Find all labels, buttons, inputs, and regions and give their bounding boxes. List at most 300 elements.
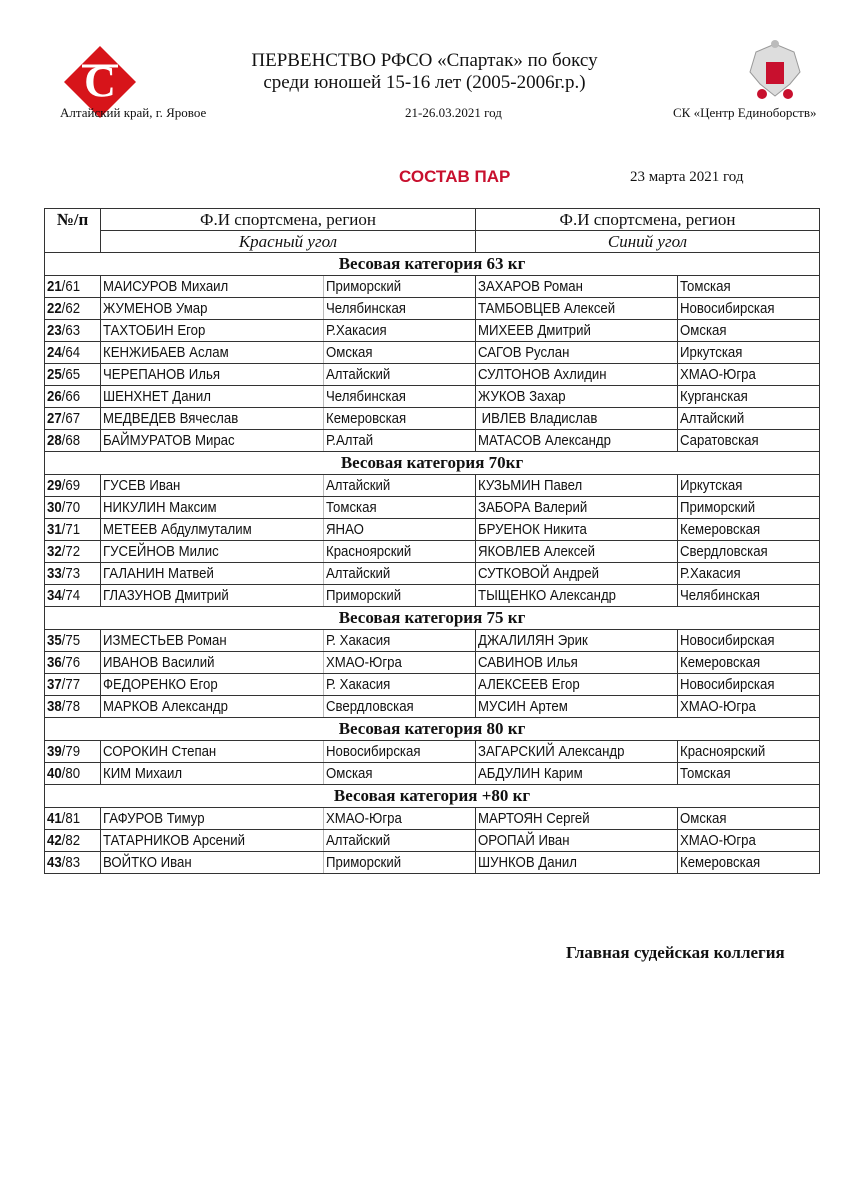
- red-athlete-region: [324, 674, 476, 696]
- blue-athlete-name: [476, 320, 678, 342]
- event-title-line2: среди юношей 15-16 лет (2005-2006г.р.): [263, 72, 586, 93]
- pair-row: [45, 741, 820, 763]
- pair-index: /77: [61, 676, 81, 693]
- pair-index: /83: [61, 854, 81, 871]
- pair-number: [45, 652, 101, 674]
- pair-row: [45, 830, 820, 852]
- pair-index: /62: [61, 300, 81, 317]
- bout-number: 35: [47, 632, 62, 649]
- blue-athlete-name: [476, 696, 678, 718]
- red-athlete-name-text: МЕДВЕДЕВ Вячеслав: [103, 410, 239, 427]
- red-athlete-name-text: КИМ Михаил: [103, 765, 183, 782]
- blue-athlete-region-text: Курганская: [680, 388, 748, 405]
- blue-athlete-region-text: Иркутская: [680, 344, 743, 361]
- pair-index: /70: [61, 499, 81, 516]
- blue-athlete-region-text: ХМАО-Югра: [680, 698, 756, 715]
- pair-number: [45, 430, 101, 452]
- blue-athlete-region-text: Томская: [680, 278, 731, 295]
- bout-number: 26: [47, 388, 62, 405]
- red-athlete-name-text: ЖУМЕНОВ Умар: [103, 300, 208, 317]
- bout-number: 39: [47, 743, 62, 760]
- blue-athlete-region-text: Р.Хакасия: [680, 565, 741, 582]
- bout-number: 41: [47, 810, 62, 827]
- blue-athlete-name: [476, 298, 678, 320]
- red-athlete-region-text: Омская: [326, 765, 373, 782]
- pair-index: /64: [61, 344, 81, 361]
- pair-row: [45, 475, 820, 497]
- event-organizer: СК «Центр Единоборств»: [673, 105, 817, 120]
- pair-index: /75: [61, 632, 81, 649]
- pair-index: /76: [61, 654, 81, 671]
- blue-athlete-name: [476, 430, 678, 452]
- pair-number: [45, 298, 101, 320]
- table-corner-row: [45, 231, 820, 253]
- pair-index: /79: [61, 743, 81, 760]
- pair-number: [45, 364, 101, 386]
- pair-number: [45, 585, 101, 607]
- blue-athlete-name: [476, 497, 678, 519]
- pair-number: [45, 741, 101, 763]
- pair-row: [45, 541, 820, 563]
- red-athlete-name: [101, 276, 324, 298]
- blue-athlete-region: [678, 674, 820, 696]
- pair-number: [45, 342, 101, 364]
- blue-athlete-name-text: ЗАХАРОВ Роман: [478, 278, 583, 295]
- red-athlete-name: [101, 475, 324, 497]
- red-athlete-name: [101, 364, 324, 386]
- red-athlete-region: [324, 342, 476, 364]
- weight-category-row: [45, 785, 820, 808]
- red-athlete-name-text: ШЕНХНЕТ Данил: [103, 388, 211, 405]
- red-athlete-region-text: Свердловская: [326, 698, 414, 715]
- red-athlete-name-text: ИВАНОВ Василий: [103, 654, 215, 671]
- red-athlete-name-text: ЧЕРЕПАНОВ Илья: [103, 366, 220, 383]
- bout-number: 36: [47, 654, 62, 671]
- blue-athlete-region: [678, 475, 820, 497]
- red-athlete-region: [324, 741, 476, 763]
- red-athlete-name-text: НИКУЛИН Максим: [103, 499, 217, 516]
- red-athlete-region-text: Приморский: [326, 854, 402, 871]
- bout-number: 25: [47, 366, 62, 383]
- pair-number: [45, 320, 101, 342]
- blue-athlete-name-text: ОРОПАЙ Иван: [478, 832, 570, 849]
- blue-athlete-region-text: Иркутская: [680, 477, 743, 494]
- blue-athlete-region: [678, 342, 820, 364]
- bout-number: 30: [47, 499, 62, 516]
- pair-number: [45, 408, 101, 430]
- red-athlete-name-text: ТАХТОБИН Егор: [103, 322, 206, 339]
- blue-athlete-region-text: Кемеровская: [680, 521, 761, 538]
- bout-number: 34: [47, 587, 62, 604]
- red-athlete-region-text: Алтайский: [326, 832, 391, 849]
- red-athlete-name: [101, 830, 324, 852]
- pair-index: /65: [61, 366, 81, 383]
- blue-athlete-name: [476, 364, 678, 386]
- red-athlete-name: [101, 408, 324, 430]
- blue-athlete-region-text: Новосибирская: [680, 632, 775, 649]
- bout-number: 28: [47, 432, 62, 449]
- blue-corner-label: Синий угол: [476, 231, 820, 253]
- pair-index: /67: [61, 410, 81, 427]
- blue-athlete-name-text: ТАМБОВЦЕВ Алексей: [478, 300, 616, 317]
- blue-athlete-region: [678, 430, 820, 452]
- judges-signature: Главная судейская коллегия: [566, 943, 785, 962]
- blue-athlete-name-text: МИХЕЕВ Дмитрий: [478, 322, 591, 339]
- pair-index: /66: [61, 388, 81, 405]
- red-athlete-region: [324, 386, 476, 408]
- bout-number: 21: [47, 278, 62, 295]
- blue-athlete-region: [678, 364, 820, 386]
- red-athlete-region-text: Алтайский: [326, 565, 391, 582]
- red-athlete-name-text: СОРОКИН Степан: [103, 743, 217, 760]
- pair-index: /72: [61, 543, 81, 560]
- bout-number: 23: [47, 322, 62, 339]
- blue-athlete-region: [678, 541, 820, 563]
- event-dates: 21-26.03.2021 год: [405, 105, 502, 120]
- column-red-athlete-header: Ф.И спортсмена, регион: [101, 209, 476, 231]
- bout-number: 31: [47, 521, 62, 538]
- red-athlete-region-text: Новосибирская: [326, 743, 421, 760]
- red-athlete-region-text: Приморский: [326, 278, 402, 295]
- pair-row: [45, 298, 820, 320]
- blue-athlete-region-text: Новосибирская: [680, 300, 775, 317]
- pair-number: [45, 763, 101, 785]
- blue-athlete-name-text: ЖУКОВ Захар: [478, 388, 566, 405]
- pair-index: /73: [61, 565, 81, 582]
- red-athlete-name-text: МАРКОВ Александр: [103, 698, 228, 715]
- blue-athlete-region: [678, 585, 820, 607]
- blue-athlete-name: [476, 808, 678, 830]
- red-athlete-region: [324, 763, 476, 785]
- red-athlete-name-text: МЕТЕЕВ Абдулмуталим: [103, 521, 252, 538]
- blue-athlete-name-text: САВИНОВ Илья: [478, 654, 578, 671]
- red-athlete-region: [324, 852, 476, 874]
- red-athlete-name-text: ГУСЕВ Иван: [103, 477, 181, 494]
- pair-number: [45, 830, 101, 852]
- pair-number: [45, 276, 101, 298]
- red-athlete-region-text: Р. Хакасия: [326, 676, 391, 693]
- table-header-row: [45, 209, 820, 231]
- weight-category-row: [45, 718, 820, 741]
- red-athlete-region: [324, 541, 476, 563]
- red-athlete-name-text: ГАФУРОВ Тимур: [103, 810, 205, 827]
- pair-row: [45, 430, 820, 452]
- blue-athlete-region: [678, 298, 820, 320]
- red-athlete-name: [101, 696, 324, 718]
- blue-athlete-region-text: Приморский: [680, 499, 756, 516]
- weight-category-row: [45, 607, 820, 630]
- pair-number: [45, 519, 101, 541]
- blue-athlete-region: [678, 852, 820, 874]
- pair-row: [45, 497, 820, 519]
- weight-category-title: Весовая категория 63 кг: [45, 253, 820, 276]
- document-date: 23 марта 2021 год: [630, 169, 744, 185]
- pair-row: [45, 630, 820, 652]
- red-corner-label: Красный угол: [101, 231, 476, 253]
- blue-athlete-name: [476, 408, 678, 430]
- blue-athlete-region-text: Свердловская: [680, 543, 768, 560]
- bout-number: 27: [47, 410, 62, 427]
- blue-athlete-name-text: ИВЛЕВ Владислав: [478, 410, 598, 427]
- blue-athlete-region-text: Алтайский: [680, 410, 745, 427]
- blue-athlete-name: [476, 342, 678, 364]
- red-athlete-region: [324, 696, 476, 718]
- pair-number: [45, 475, 101, 497]
- red-athlete-name: [101, 298, 324, 320]
- bout-number: 33: [47, 565, 62, 582]
- pair-row: [45, 519, 820, 541]
- red-athlete-name: [101, 386, 324, 408]
- blue-athlete-region: [678, 652, 820, 674]
- red-athlete-region-text: Р.Хакасия: [326, 322, 387, 339]
- pair-row: [45, 342, 820, 364]
- red-athlete-name-text: ГУСЕЙНОВ Милис: [103, 543, 219, 560]
- red-athlete-name: [101, 541, 324, 563]
- pair-number: [45, 497, 101, 519]
- blue-athlete-region-text: Кемеровская: [680, 854, 761, 871]
- red-athlete-region-text: Челябинская: [326, 300, 406, 317]
- red-athlete-name: [101, 563, 324, 585]
- red-athlete-region: [324, 408, 476, 430]
- pair-index: /63: [61, 322, 81, 339]
- pair-index: /82: [61, 832, 81, 849]
- red-athlete-region: [324, 497, 476, 519]
- red-athlete-name: [101, 519, 324, 541]
- blue-athlete-name-text: БРУЕНОК Никита: [478, 521, 587, 538]
- red-athlete-name: [101, 652, 324, 674]
- red-athlete-region: [324, 563, 476, 585]
- blue-athlete-name: [476, 386, 678, 408]
- red-athlete-region: [324, 585, 476, 607]
- column-number-header: №/п: [45, 209, 101, 253]
- bout-number: 42: [47, 832, 62, 849]
- blue-athlete-region: [678, 519, 820, 541]
- blue-athlete-name-text: СУЛТОНОВ Ахлидин: [478, 366, 607, 383]
- blue-athlete-name: [476, 630, 678, 652]
- blue-athlete-region-text: Томская: [680, 765, 731, 782]
- pair-index: /81: [61, 810, 81, 827]
- red-athlete-name: [101, 674, 324, 696]
- red-athlete-region-text: Алтайский: [326, 366, 391, 383]
- blue-athlete-name-text: ШУНКОВ Данил: [478, 854, 577, 871]
- blue-athlete-name-text: ТЫЩЕНКО Александр: [478, 587, 616, 604]
- red-athlete-name-text: МАИСУРОВ Михаил: [103, 278, 229, 295]
- blue-athlete-name-text: ЗАГАРСКИЙ Александр: [478, 743, 625, 760]
- red-athlete-region: [324, 430, 476, 452]
- blue-athlete-name-text: ЗАБОРА Валерий: [478, 499, 588, 516]
- red-athlete-region-text: ХМАО-Югра: [326, 810, 402, 827]
- red-athlete-region-text: ХМАО-Югра: [326, 654, 402, 671]
- red-athlete-name: [101, 585, 324, 607]
- blue-athlete-name-text: КУЗЬМИН Павел: [478, 477, 583, 494]
- pair-index: /78: [61, 698, 81, 715]
- red-athlete-region-text: Приморский: [326, 587, 402, 604]
- weight-category-title: Весовая категория 70кг: [45, 452, 820, 475]
- pair-row: [45, 652, 820, 674]
- blue-athlete-name: [476, 674, 678, 696]
- red-athlete-name: [101, 808, 324, 830]
- red-athlete-name-text: ГЛАЗУНОВ Дмитрий: [103, 587, 229, 604]
- blue-athlete-name-text: ДЖАЛИЛЯН Эрик: [478, 632, 588, 649]
- red-athlete-name: [101, 763, 324, 785]
- pair-number: [45, 630, 101, 652]
- red-athlete-region-text: Кемеровская: [326, 410, 407, 427]
- red-athlete-region: [324, 276, 476, 298]
- pair-index: /71: [61, 521, 81, 538]
- weight-category-title: Весовая категория +80 кг: [45, 785, 820, 808]
- pair-number: [45, 852, 101, 874]
- blue-athlete-name-text: АЛЕКСЕЕВ Егор: [478, 676, 580, 693]
- pair-number: [45, 541, 101, 563]
- bout-number: 24: [47, 344, 62, 361]
- red-athlete-region-text: Томская: [326, 499, 377, 516]
- red-athlete-region: [324, 298, 476, 320]
- pair-index: /61: [61, 278, 81, 295]
- red-athlete-name: [101, 430, 324, 452]
- red-athlete-name-text: ВОЙТКО Иван: [103, 854, 192, 871]
- blue-athlete-region: [678, 830, 820, 852]
- document-title: СОСТАВ ПАР: [399, 167, 511, 186]
- pair-number: [45, 563, 101, 585]
- blue-athlete-name: [476, 852, 678, 874]
- blue-athlete-name: [476, 475, 678, 497]
- pair-number: [45, 696, 101, 718]
- pair-row: [45, 585, 820, 607]
- pair-row: [45, 364, 820, 386]
- red-athlete-name: [101, 852, 324, 874]
- blue-athlete-region-text: Красноярский: [680, 743, 766, 760]
- blue-athlete-name: [476, 585, 678, 607]
- red-athlete-region: [324, 475, 476, 497]
- bout-number: 38: [47, 698, 62, 715]
- red-athlete-region: [324, 652, 476, 674]
- blue-athlete-region: [678, 763, 820, 785]
- blue-athlete-region-text: Кемеровская: [680, 654, 761, 671]
- pair-index: /68: [61, 432, 81, 449]
- pair-row: [45, 696, 820, 718]
- bout-number: 40: [47, 765, 62, 782]
- bout-number: 37: [47, 676, 62, 693]
- pair-row: [45, 386, 820, 408]
- blue-athlete-region-text: Челябинская: [680, 587, 760, 604]
- red-athlete-name-text: КЕНЖИБАЕВ Аслам: [103, 344, 229, 361]
- column-blue-athlete-header: Ф.И спортсмена, регион: [476, 209, 820, 231]
- red-athlete-region-text: Омская: [326, 344, 373, 361]
- pair-number: [45, 674, 101, 696]
- red-athlete-name: [101, 497, 324, 519]
- blue-athlete-region-text: Новосибирская: [680, 676, 775, 693]
- pair-row: [45, 563, 820, 585]
- weight-category-row: [45, 253, 820, 276]
- red-athlete-region-text: Р. Хакасия: [326, 632, 391, 649]
- event-title-line1: ПЕРВЕНСТВО РФСО «Спартак» по боксу: [251, 50, 598, 71]
- pair-row: [45, 674, 820, 696]
- weight-category-title: Весовая категория 75 кг: [45, 607, 820, 630]
- blue-athlete-region: [678, 696, 820, 718]
- pair-row: [45, 808, 820, 830]
- pair-number: [45, 386, 101, 408]
- pair-number: [45, 808, 101, 830]
- blue-athlete-name: [476, 830, 678, 852]
- blue-athlete-region-text: Саратовская: [680, 432, 759, 449]
- blue-athlete-name-text: МАТАСОВ Александр: [478, 432, 611, 449]
- blue-athlete-name-text: МУСИН Артем: [478, 698, 568, 715]
- red-athlete-region-text: ЯНАО: [326, 521, 364, 538]
- red-athlete-region: [324, 519, 476, 541]
- pair-index: /69: [61, 477, 81, 494]
- blue-athlete-name-text: АБДУЛИН Карим: [478, 765, 583, 782]
- blue-athlete-region: [678, 808, 820, 830]
- red-athlete-name-text: ИЗМЕСТЬЕВ Роман: [103, 632, 227, 649]
- event-location: Алтайский край, г. Яровое: [60, 105, 207, 120]
- blue-athlete-name: [476, 276, 678, 298]
- red-athlete-region: [324, 364, 476, 386]
- blue-athlete-name-text: МАРТОЯН Сергей: [478, 810, 590, 827]
- blue-athlete-region-text: Омская: [680, 810, 727, 827]
- red-athlete-region: [324, 630, 476, 652]
- pair-index: /80: [61, 765, 81, 782]
- red-athlete-name-text: ГАЛАНИН Матвей: [103, 565, 214, 582]
- pair-row: [45, 408, 820, 430]
- blue-athlete-region: [678, 386, 820, 408]
- weight-category-title: Весовая категория 80 кг: [45, 718, 820, 741]
- pairs-table: [44, 208, 820, 874]
- red-athlete-region-text: Алтайский: [326, 477, 391, 494]
- svg-text:C: C: [84, 57, 116, 106]
- blue-athlete-region: [678, 320, 820, 342]
- red-athlete-region-text: Челябинская: [326, 388, 406, 405]
- bout-number: 43: [47, 854, 62, 871]
- blue-athlete-region: [678, 276, 820, 298]
- blue-athlete-name: [476, 741, 678, 763]
- blue-athlete-name: [476, 519, 678, 541]
- pair-index: /74: [61, 587, 81, 604]
- bout-number: 22: [47, 300, 62, 317]
- red-athlete-name: [101, 741, 324, 763]
- pair-row: [45, 763, 820, 785]
- red-athlete-name: [101, 320, 324, 342]
- red-athlete-name-text: ФЕДОРЕНКО Егор: [103, 676, 218, 693]
- red-athlete-name-text: БАЙМУРАТОВ Мирас: [103, 432, 235, 449]
- blue-athlete-region-text: ХМАО-Югра: [680, 366, 756, 383]
- blue-athlete-region-text: ХМАО-Югра: [680, 832, 756, 849]
- bout-number: 32: [47, 543, 62, 560]
- red-athlete-region: [324, 320, 476, 342]
- red-athlete-region: [324, 808, 476, 830]
- red-athlete-name-text: ТАТАРНИКОВ Арсений: [103, 832, 246, 849]
- blue-athlete-name: [476, 763, 678, 785]
- red-athlete-region-text: Р.Алтай: [326, 432, 374, 449]
- blue-athlete-region: [678, 408, 820, 430]
- blue-athlete-region: [678, 630, 820, 652]
- red-athlete-name: [101, 342, 324, 364]
- blue-athlete-name-text: ЯКОВЛЕВ Алексей: [478, 543, 596, 560]
- pair-row: [45, 276, 820, 298]
- blue-athlete-name-text: СУТКОВОЙ Андрей: [478, 565, 599, 582]
- red-athlete-region: [324, 830, 476, 852]
- blue-athlete-name: [476, 541, 678, 563]
- pair-row: [45, 852, 820, 874]
- weight-category-row: [45, 452, 820, 475]
- blue-athlete-name: [476, 652, 678, 674]
- red-athlete-region-text: Красноярский: [326, 543, 412, 560]
- blue-athlete-name-text: САГОВ Руслан: [478, 344, 570, 361]
- blue-athlete-region: [678, 741, 820, 763]
- blue-athlete-region: [678, 563, 820, 585]
- bout-number: 29: [47, 477, 62, 494]
- red-athlete-name: [101, 630, 324, 652]
- blue-athlete-name: [476, 563, 678, 585]
